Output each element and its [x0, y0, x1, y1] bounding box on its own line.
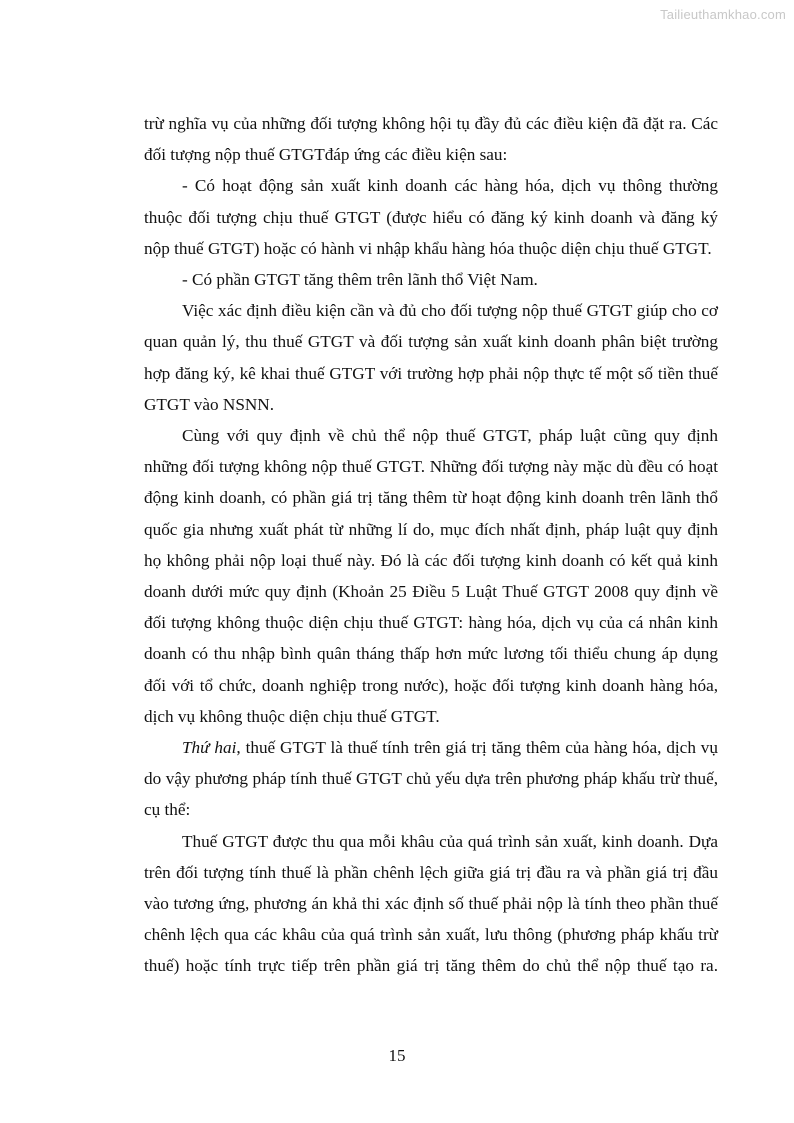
watermark: Tailieuthamkhao.com	[660, 7, 786, 22]
paragraph-1: trừ nghĩa vụ của những đối tượng không hội tụ đầy đủ các điều kiện đã đặt ra. Các đối tượng nộp thuế GTGTđáp ứng các điều kiện sau:	[144, 114, 718, 165]
page-body	[144, 108, 718, 982]
paragraph-6-text: , thuế GTGT là thuế tính trên giá trị tăng thêm của hàng hóa, dịch vụ do vậy phương pháp tính thuế GTGT chủ yếu dựa trên phương pháp khấu trừ thuế, cụ thể:	[144, 738, 718, 820]
paragraph-2: - Có hoạt động sản xuất kinh doanh các hàng hóa, dịch vụ thông thường thuộc đối tượng chịu thuế GTGT (được hiểu có đăng ký kinh doanh và đăng ký nộp thuế GTGT) hoặc có hành vi nhập khẩu hàng hóa thuộc diện chịu thuế GTGT.	[144, 176, 718, 258]
paragraph-6	[144, 732, 718, 826]
page-number: 15	[388, 1046, 406, 1065]
paragraph-3: - Có phần GTGT tăng thêm trên lãnh thổ Việt Nam.	[182, 270, 538, 290]
paragraph-5: Cùng với quy định về chủ thể nộp thuế GTGT, pháp luật cũng quy định những đối tượng không nộp thuế GTGT. Những đối tượng này mặc dù đều có hoạt động kinh doanh, có phần giá trị tăng thêm từ hoạt động kinh doanh trên lãnh thổ quốc gia nhưng xuất phát từ những lí do, mục đích nhất định, pháp luật quy định họ không phải nộp loại thuế này. Đó là các đối tượng kinh doanh có kết quả kinh doanh dưới mức quy định (Khoản 25 Điều 5 Luật Thuế GTGT 2008 quy định về đối tượng không thuộc diện chịu thuế GTGT: hàng hóa, dịch vụ của cá nhân kinh doanh có thu nhập bình quân tháng thấp hơn mức lương tối thiểu chung áp dụng đối với tổ chức, doanh nghiệp trong nước), hoặc đối tượng kinh doanh hàng hóa, dịch vụ không thuộc diện chịu thuế GTGT.	[144, 426, 718, 726]
paragraph-4: Việc xác định điều kiện cần và đủ cho đối tượng nộp thuế GTGT giúp cho cơ quan quản lý, thu thuế GTGT và đối tượng sản xuất kinh doanh phân biệt trường hợp đăng ký, kê khai thuế GTGT với trường hợp phải nộp thực tế một số tiền thuế GTGT vào NSNN.	[144, 301, 718, 414]
paragraph-7: Thuế GTGT được thu qua mỗi khâu của quá trình sản xuất, kinh doanh. Dựa trên đối tượng tính thuế là phần chênh lệch giữa giá trị đầu ra và phần giá trị đầu vào tương ứng, phương án khả thi xác định số thuế phải nộp là tính theo phần thuế chênh lệch qua các khâu của quá trình sản xuất, lưu thông (phương pháp khấu trừ thuế) hoặc tính trực tiếp trên phần giá trị tăng thêm do chủ thể nộp thuế tạo ra.	[144, 831, 718, 976]
emphasis-thu-hai: Thứ hai	[182, 738, 237, 758]
